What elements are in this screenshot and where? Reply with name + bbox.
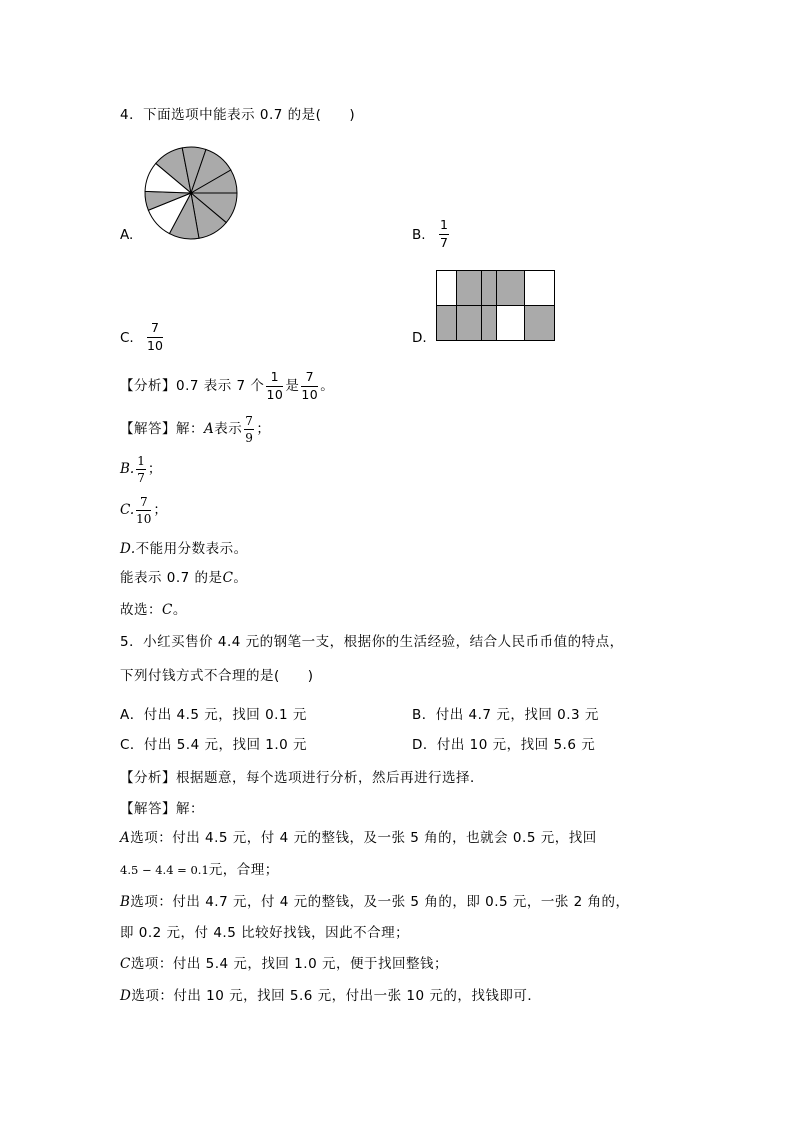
q4-analysis: 【分析】0.7 表示 7 个 $\frac{1}{10}$ 是 $\frac{7}{10}$ 。 bbox=[120, 369, 335, 402]
q4-solution-line6: 故选：C。 bbox=[120, 602, 187, 618]
q5-option-c: C．付出 5.4 元，找回 1.0 元 bbox=[120, 737, 308, 753]
q4-solution-line1: 【解答】解：A表示 $\frac{7}{9}$ ； bbox=[120, 413, 271, 445]
q4-solution-line3: C. $\frac{7}{10}$ ； bbox=[120, 494, 167, 526]
q4-solution-line5: 能表示 0.7 的是C。 bbox=[120, 570, 248, 586]
q5-analysis: 【分析】根据题意，每个选项进行分析，然后再进行选择． bbox=[120, 770, 484, 786]
option-d-grid-figure bbox=[436, 270, 556, 342]
q5-solution-a-line1: A选项：付出 4.5 元，付 4 元的整钱，及一张 5 角的，也就会 0.5 元，找回 bbox=[120, 830, 597, 846]
q5-stem-line2: 下列付钱方式不合理的是( ) bbox=[120, 668, 314, 684]
q5-option-a: A．付出 4.5 元，找回 0.1 元 bbox=[120, 707, 307, 723]
q5-solution-a-line2: 4.5 − 4.4 = 0.1元，合理； bbox=[120, 862, 279, 878]
q5-stem-line1: 5．小红买售价 4.4 元的钢笔一支，根据你的生活经验，结合人民币币值的特点， bbox=[120, 634, 624, 650]
q5-solution-head: 【解答】解： bbox=[120, 801, 204, 817]
q5-solution-b-line1: B选项：付出 4.7 元，付 4 元的整钱，及一张 5 角的，即 0.5 元，一张 2 角的， bbox=[120, 894, 630, 910]
option-d-label: D. bbox=[412, 330, 427, 346]
option-b-fraction: $\frac{1}{7}$ bbox=[440, 217, 448, 250]
q4-stem: 4．下面选项中能表示 0.7 的是( ) bbox=[120, 107, 356, 123]
q5-option-d: D．付出 10 元，找回 5.6 元 bbox=[412, 737, 596, 753]
option-b-label: B. bbox=[412, 227, 426, 243]
q5-solution-b-line2: 即 0.2 元，付 4.5 比较好找钱，因此不合理； bbox=[120, 925, 410, 941]
option-c-fraction: $\frac{7}{10}$ bbox=[147, 320, 163, 353]
option-a-label: A. bbox=[120, 227, 134, 243]
q5-solution-d: D选项：付出 10 元，找回 5.6 元，付出一张 10 元的，找钱即可． bbox=[120, 988, 542, 1004]
q4-solution-line4: D.不能用分数表示。 bbox=[120, 541, 248, 557]
option-a-pie-figure bbox=[143, 145, 239, 241]
option-c-label: C. bbox=[120, 330, 134, 346]
q5-option-b: B．付出 4.7 元，找回 0.3 元 bbox=[412, 707, 599, 723]
q5-solution-c: C选项：付出 5.4 元，找回 1.0 元，便于找回整钱； bbox=[120, 956, 448, 972]
q4-solution-line2: B. $\frac{1}{7}$ ； bbox=[120, 453, 162, 485]
